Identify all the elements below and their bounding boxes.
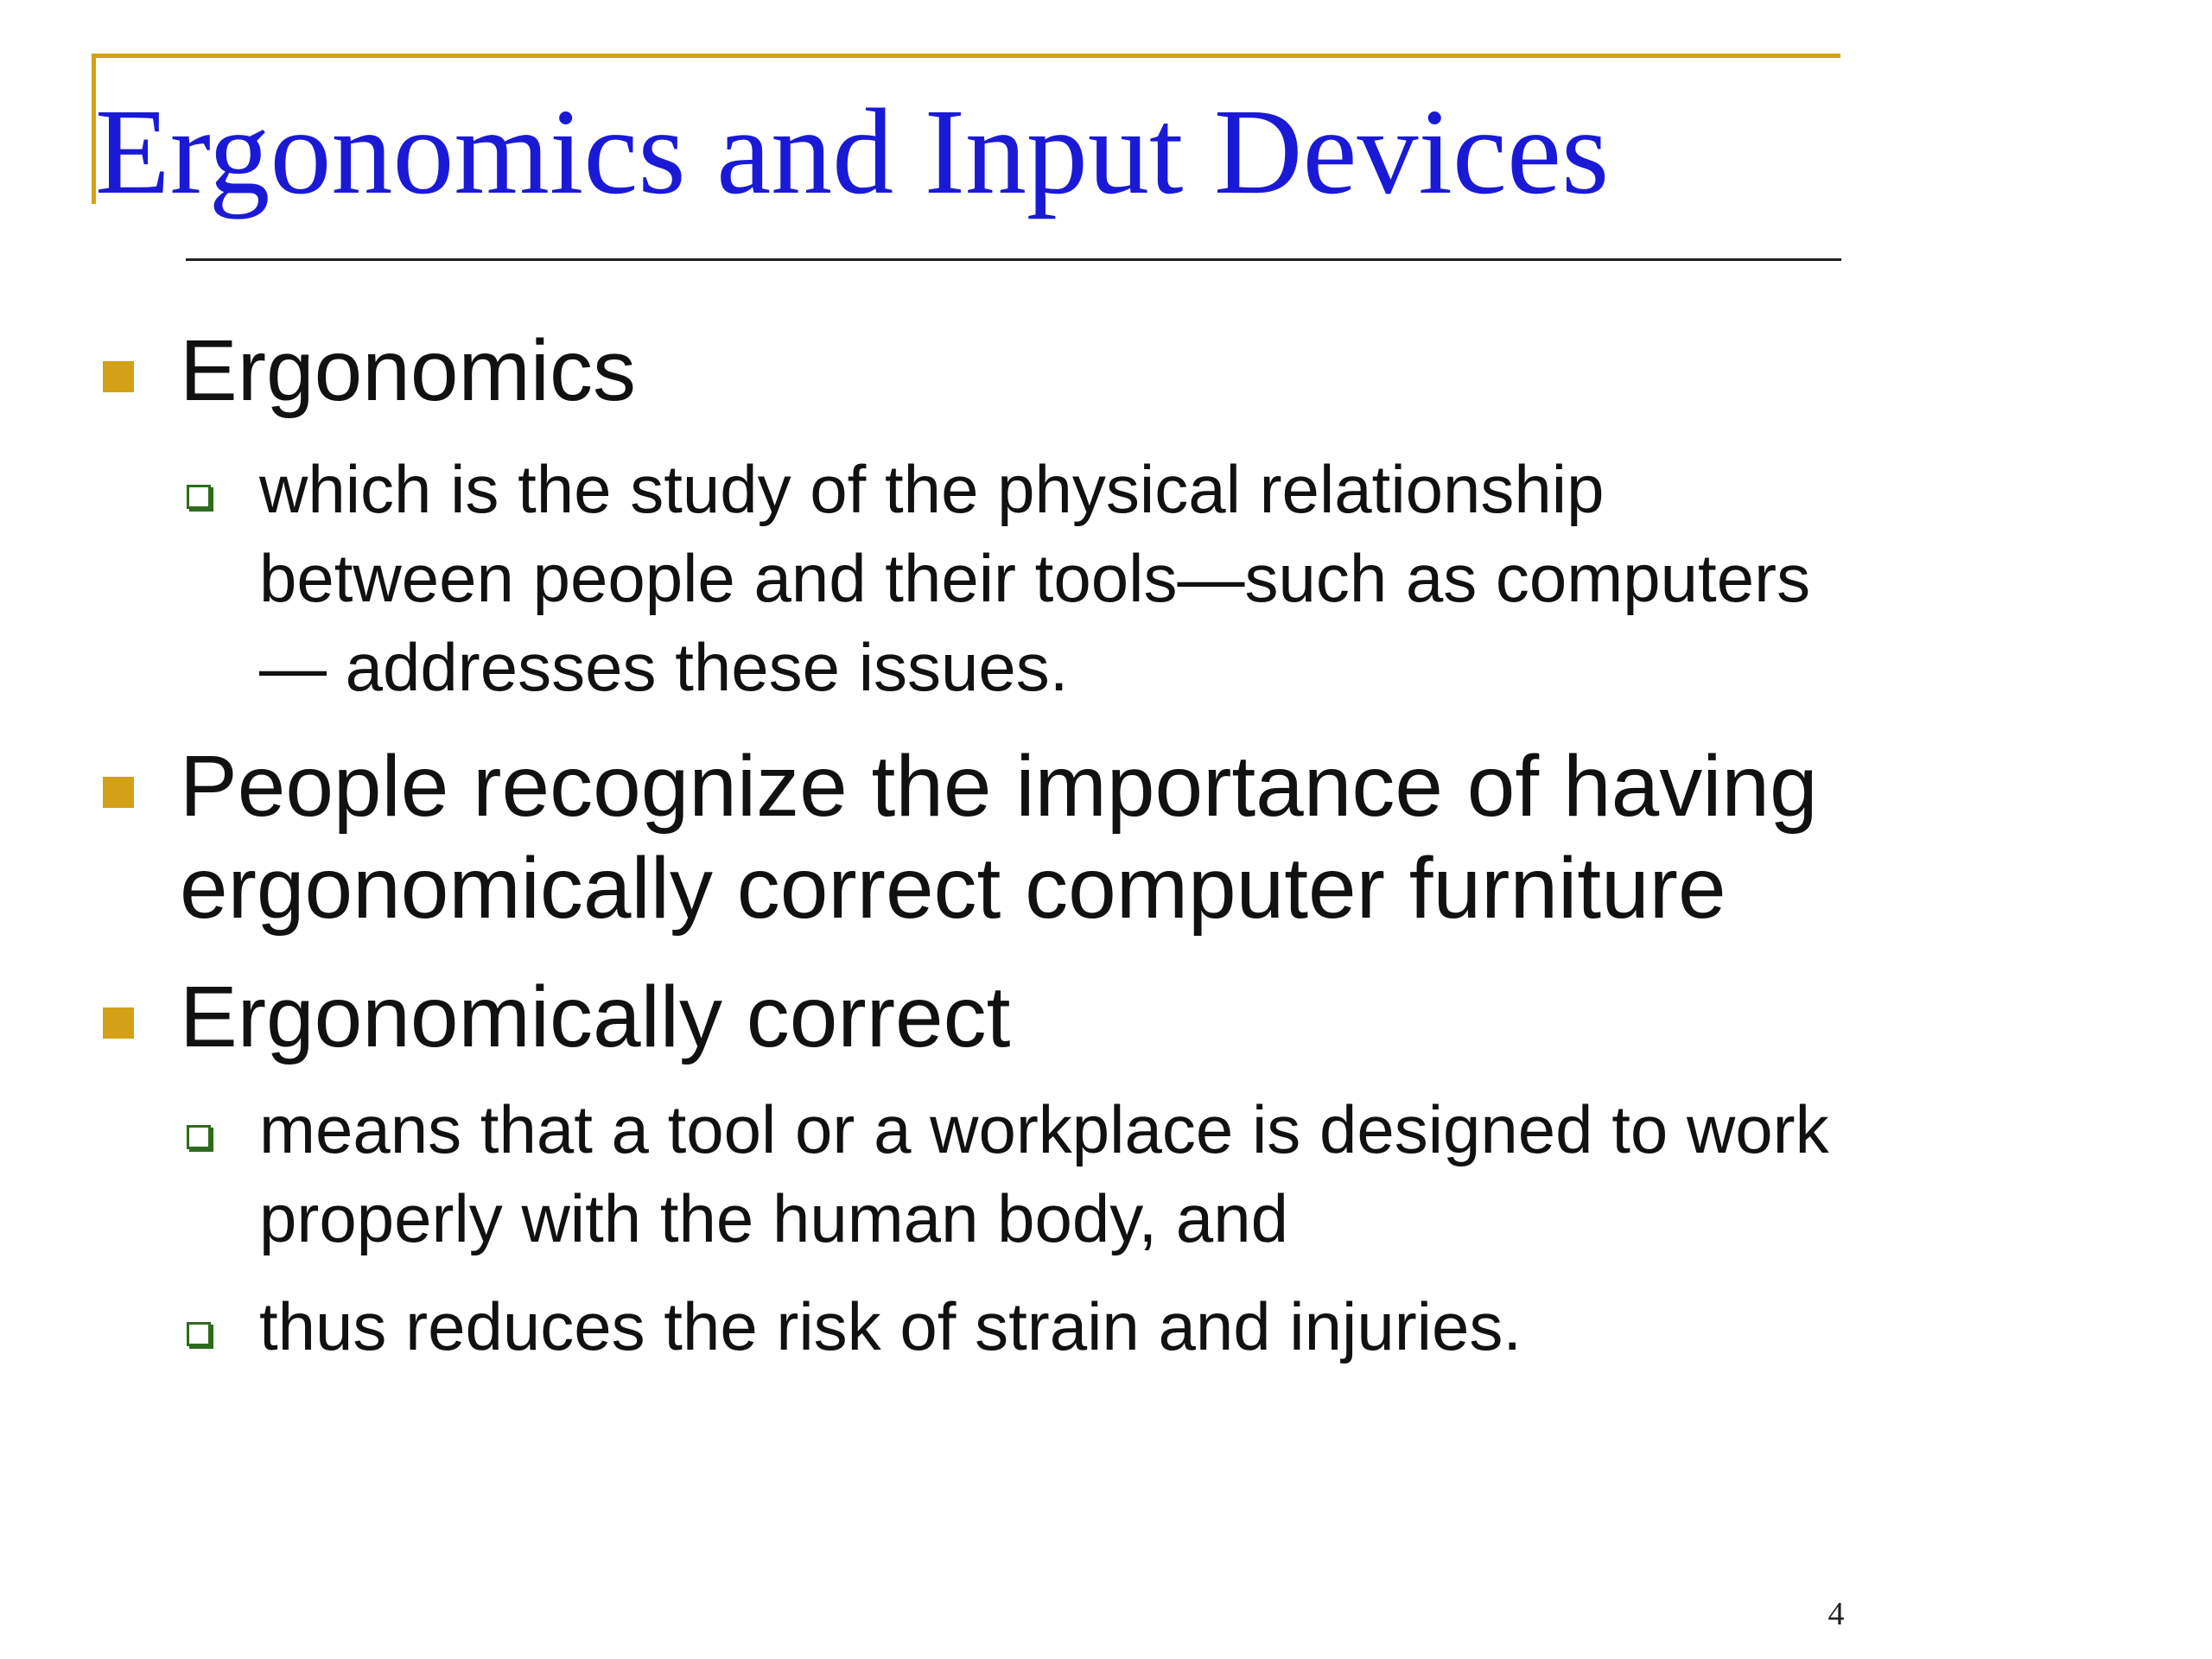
title-underline (186, 258, 1841, 261)
gold-square-bullet-icon (103, 361, 134, 392)
title-frame-top-border (92, 54, 1840, 58)
hollow-square-bullet-icon (187, 1125, 211, 1149)
bullet-item-furniture: People recognize the importance of having ergonomically correct computer furniture (180, 738, 1818, 937)
page-number: 4 (1827, 1596, 1845, 1632)
gold-square-bullet-icon (103, 777, 134, 808)
sub-bullet-item-definition: which is the study of the physical relationship between people and their tools—such as computers— addresses these issues. (259, 451, 1811, 705)
gold-square-bullet-icon (103, 1007, 134, 1039)
hollow-square-bullet-icon (187, 1322, 211, 1346)
sub-bullet-item-means: means that a tool or a workplace is designed to work properly with the human body, and (259, 1091, 1829, 1256)
slide-title: Ergonomics and Input Devices (95, 83, 1610, 219)
bullet-item-ergonomics: Ergonomics (180, 322, 636, 419)
sub-bullet-item-reduces: thus reduces the risk of strain and injuries. (259, 1288, 1522, 1364)
bullet-item-ergonomically-correct: Ergonomically correct (180, 969, 1011, 1065)
hollow-square-bullet-icon (187, 485, 211, 509)
